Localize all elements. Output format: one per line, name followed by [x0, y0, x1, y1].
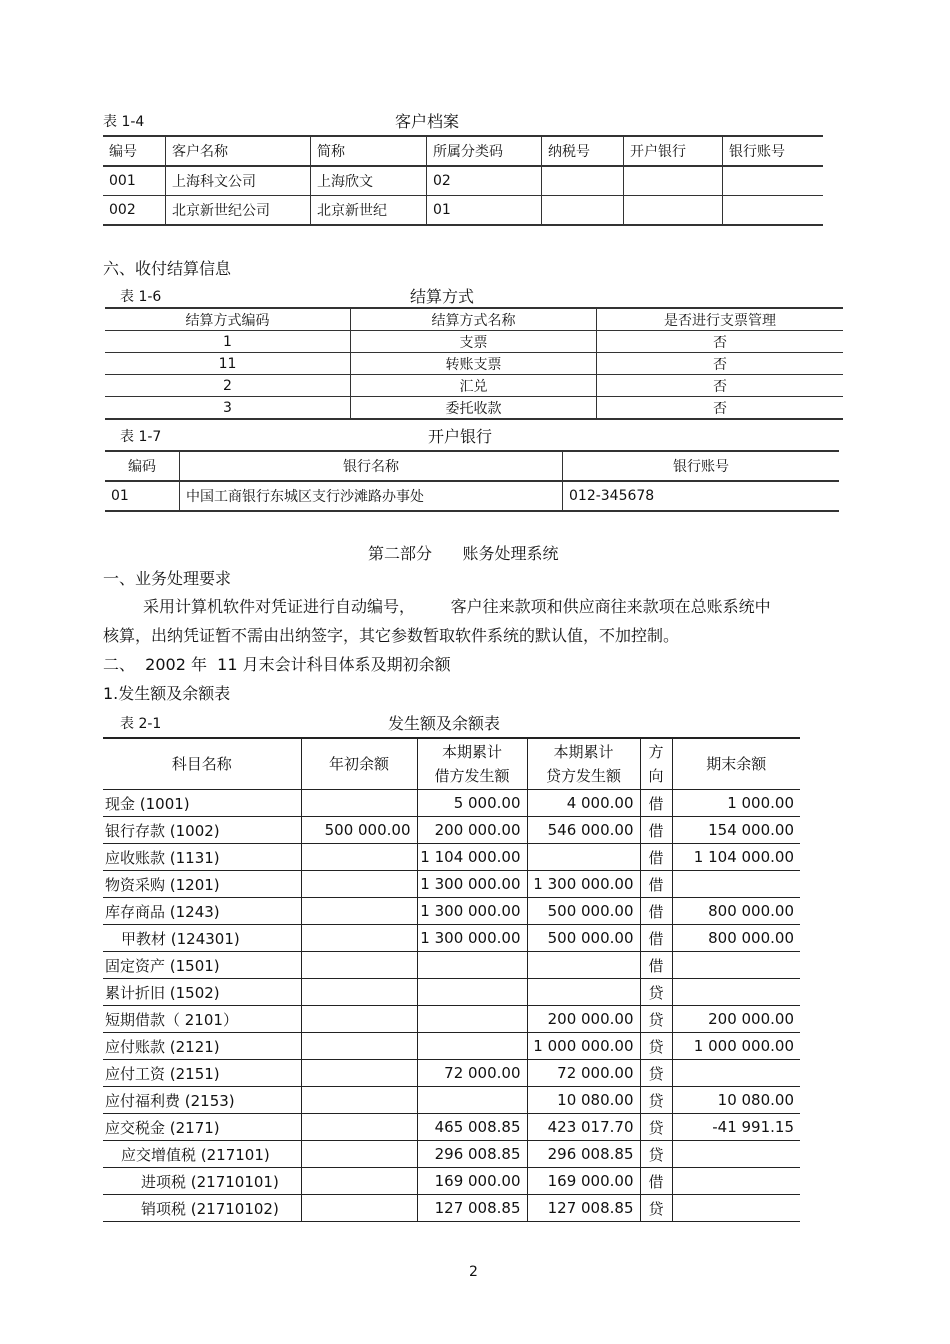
amount-cell: [672, 1141, 800, 1168]
table-row: [103, 1060, 800, 1087]
amount-cell: 169 000.00: [527, 1168, 640, 1195]
table-row: [103, 898, 800, 925]
header-direction-line2: 向: [648, 767, 664, 785]
amount-cell: [301, 979, 417, 1006]
amount-cell: [672, 952, 800, 979]
table-row: [103, 1033, 800, 1060]
amount-cell: 296 008.85: [527, 1141, 640, 1168]
header-subject: 科目名称: [103, 738, 301, 790]
header-debit-line1: 本期累计: [441, 743, 502, 761]
table-row: [103, 925, 800, 952]
direction-cell: 借: [640, 952, 672, 979]
amount-cell: 1 000.00: [672, 790, 800, 817]
subject-cell: 甲教材 (124301): [103, 925, 301, 952]
subject-cell: 应交税金 (2171): [103, 1114, 301, 1141]
direction-cell: 贷: [640, 1114, 672, 1141]
amount-cell: 10 080.00: [527, 1087, 640, 1114]
table-row: [103, 1006, 800, 1033]
subject-cell: 应付账款 (2121): [103, 1033, 301, 1060]
amount-cell: 423 017.70: [527, 1114, 640, 1141]
amount-cell: [527, 844, 640, 871]
bank-account-table: [105, 450, 839, 512]
amount-cell: 500 000.00: [301, 817, 417, 844]
table-row: [105, 375, 843, 397]
direction-cell: 贷: [640, 1033, 672, 1060]
subject-cell: 现金 (1001): [103, 790, 301, 817]
direction-cell: 借: [640, 1168, 672, 1195]
header-cell: 客户名称: [166, 136, 311, 166]
table-1-7-title: 开户银行: [428, 427, 493, 446]
amount-cell: [417, 1087, 527, 1114]
table-cell: 上海科文公司: [166, 166, 311, 196]
settlement-method-table: [105, 307, 843, 420]
amount-cell: 465 008.85: [417, 1114, 527, 1141]
table-1-4-title: 客户档案: [395, 112, 460, 131]
subject-cell: 库存商品 (1243): [103, 898, 301, 925]
subject-cell: 应付福利费 (2153): [103, 1087, 301, 1114]
table-row: [105, 331, 843, 353]
amount-cell: 1 000 000.00: [527, 1033, 640, 1060]
amount-cell: [301, 871, 417, 898]
amount-cell: [672, 1195, 800, 1222]
amount-cell: -41 991.15: [672, 1114, 800, 1141]
amount-cell: [301, 898, 417, 925]
table-1-4-label: 表 1-4: [103, 114, 145, 130]
header-closing-balance: 期末余额: [672, 738, 800, 790]
table-cell: 上海欣文: [311, 166, 427, 196]
table-header-row: [103, 136, 823, 166]
amount-cell: [301, 1168, 417, 1195]
amount-cell: [672, 1060, 800, 1087]
amount-cell: 72 000.00: [417, 1060, 527, 1087]
amount-cell: [672, 871, 800, 898]
table-header-row: [103, 738, 800, 790]
direction-cell: 贷: [640, 979, 672, 1006]
amount-cell: 1 300 000.00: [417, 925, 527, 952]
requirements-line-1: 采用计算机软件对凭证进行自动编号， 客户往来款项和供应商往来款项在总账系统中: [143, 597, 771, 616]
amount-cell: 4 000.00: [527, 790, 640, 817]
amount-cell: 500 000.00: [527, 898, 640, 925]
subject-cell: 进项税 (21710101): [103, 1168, 301, 1195]
table-row: [103, 166, 823, 196]
header-cell: 结算方式名称: [351, 308, 597, 331]
subject-cell: 应收账款 (1131): [103, 844, 301, 871]
amount-cell: 500 000.00: [527, 925, 640, 952]
header-direction-line1: 方: [648, 743, 664, 761]
subject-cell: 银行存款 (1002): [103, 817, 301, 844]
amount-cell: [301, 844, 417, 871]
amount-cell: [301, 1033, 417, 1060]
direction-cell: 贷: [640, 1141, 672, 1168]
table-row: [103, 817, 800, 844]
amount-cell: [417, 1006, 527, 1033]
amount-cell: 10 080.00: [672, 1087, 800, 1114]
amount-cell: [672, 979, 800, 1006]
subject-cell: 短期借款（ 2101）: [103, 1006, 301, 1033]
table-cell: 否: [597, 331, 844, 353]
table-cell: 02: [427, 166, 542, 196]
customer-archive-table: [103, 135, 823, 226]
amount-cell: [301, 1141, 417, 1168]
table-row: [105, 481, 839, 511]
amount-cell: [417, 952, 527, 979]
amount-cell: 1 300 000.00: [417, 898, 527, 925]
table-row: [103, 1141, 800, 1168]
amount-cell: 127 008.85: [417, 1195, 527, 1222]
table-row: [103, 871, 800, 898]
table-cell: 01: [427, 196, 542, 226]
amount-cell: [527, 952, 640, 979]
table-cell: 001: [103, 166, 166, 196]
header-cell: 编号: [103, 136, 166, 166]
section-6-heading: 六、收付结算信息: [103, 259, 232, 278]
amount-cell: 1 000 000.00: [672, 1033, 800, 1060]
table-cell: 012-345678: [563, 481, 840, 511]
amount-cell: [301, 790, 417, 817]
amount-cell: [301, 1114, 417, 1141]
header-cell: 银行账号: [723, 136, 824, 166]
header-credit-line2: 贷方发生额: [545, 767, 621, 785]
section-2-heading: 二、 2002 年 11 月末会计科目体系及期初余额: [103, 655, 451, 674]
header-debit-line2: 借方发生额: [434, 767, 510, 785]
table-2-1-label: 表 2-1: [120, 716, 162, 732]
amount-cell: [672, 1168, 800, 1195]
header-cell: 纳税号: [542, 136, 624, 166]
table-cell: 01: [105, 481, 180, 511]
table-cell: [723, 196, 824, 226]
amount-cell: 296 008.85: [417, 1141, 527, 1168]
header-credit: [527, 738, 640, 790]
header-cell: 简称: [311, 136, 427, 166]
amount-cell: 127 008.85: [527, 1195, 640, 1222]
amount-cell: [301, 925, 417, 952]
header-direction: [640, 738, 672, 790]
amount-cell: 200 000.00: [672, 1006, 800, 1033]
amount-cell: [301, 1195, 417, 1222]
requirements-line-2: 核算，出纳凭证暂不需由出纳签字，其它参数暂取软件系统的默认值，不加控制。: [103, 626, 680, 645]
table-cell: 支票: [351, 331, 597, 353]
amount-cell: 1 104 000.00: [672, 844, 800, 871]
header-cell: 银行账号: [563, 451, 840, 481]
table-cell: 汇兑: [351, 375, 597, 397]
table-row: [103, 844, 800, 871]
table-row: [103, 979, 800, 1006]
header-cell: 编码: [105, 451, 180, 481]
table-cell: [542, 196, 624, 226]
subject-cell: 销项税 (21710102): [103, 1195, 301, 1222]
table-row: [103, 952, 800, 979]
amount-cell: 154 000.00: [672, 817, 800, 844]
direction-cell: 贷: [640, 1006, 672, 1033]
table-cell: 2: [105, 375, 351, 397]
amount-cell: [301, 1060, 417, 1087]
amount-cell: [301, 1006, 417, 1033]
subject-cell: 应交增值税 (217101): [103, 1141, 301, 1168]
table-cell: 否: [597, 397, 844, 420]
header-cell: 开户银行: [624, 136, 723, 166]
table-row: [103, 1114, 800, 1141]
table-cell: 北京新世纪公司: [166, 196, 311, 226]
header-debit: [417, 738, 527, 790]
table-cell: 3: [105, 397, 351, 420]
header-cell: 银行名称: [180, 451, 563, 481]
table-row: [103, 1087, 800, 1114]
table-row: [105, 397, 843, 420]
table-cell: 中国工商银行东城区支行沙滩路办事处: [180, 481, 563, 511]
table-cell: 转账支票: [351, 353, 597, 375]
direction-cell: 借: [640, 898, 672, 925]
direction-cell: 借: [640, 844, 672, 871]
table-cell: 1: [105, 331, 351, 353]
table-1-6-title: 结算方式: [410, 287, 475, 306]
amount-cell: 1 104 000.00: [417, 844, 527, 871]
amount-cell: [417, 1033, 527, 1060]
table-row: [103, 790, 800, 817]
direction-cell: 贷: [640, 1195, 672, 1222]
table-cell: 北京新世纪: [311, 196, 427, 226]
table-2-1-title: 发生额及余额表: [388, 714, 501, 733]
table-cell: [624, 166, 723, 196]
subject-cell: 累计折旧 (1502): [103, 979, 301, 1006]
amount-cell: [301, 952, 417, 979]
amount-cell: [417, 979, 527, 1006]
amount-cell: 5 000.00: [417, 790, 527, 817]
table-cell: 否: [597, 353, 844, 375]
direction-cell: 借: [640, 925, 672, 952]
subject-cell: 固定资产 (1501): [103, 952, 301, 979]
direction-cell: 借: [640, 817, 672, 844]
table-cell: 11: [105, 353, 351, 375]
table-row: [103, 1195, 800, 1222]
table-1-7-label: 表 1-7: [120, 429, 162, 445]
header-credit-line1: 本期累计: [553, 743, 614, 761]
part-2-title: 第二部分 账务处理系统: [368, 544, 559, 563]
table-header-row: [105, 451, 839, 481]
amount-cell: 546 000.00: [527, 817, 640, 844]
table-row: [103, 196, 823, 226]
table-header-row: [105, 308, 843, 331]
table-row: [105, 353, 843, 375]
table-1-6-label: 表 1-6: [120, 289, 162, 305]
table-cell: 委托收款: [351, 397, 597, 420]
table-cell: [542, 166, 624, 196]
subject-cell: 物资采购 (1201): [103, 871, 301, 898]
subject-cell: 应付工资 (2151): [103, 1060, 301, 1087]
table-cell: 否: [597, 375, 844, 397]
amount-cell: 800 000.00: [672, 898, 800, 925]
amount-cell: [301, 1087, 417, 1114]
table-cell: 002: [103, 196, 166, 226]
table-row: [103, 1168, 800, 1195]
amount-cell: 1 300 000.00: [527, 871, 640, 898]
amount-cell: 72 000.00: [527, 1060, 640, 1087]
amount-cell: 169 000.00: [417, 1168, 527, 1195]
subsection-1-heading: 1.发生额及余额表: [103, 684, 231, 703]
direction-cell: 借: [640, 871, 672, 898]
amount-cell: 200 000.00: [417, 817, 527, 844]
header-cell: 所属分类码: [427, 136, 542, 166]
header-cell: 是否进行支票管理: [597, 308, 844, 331]
header-cell: 结算方式编码: [105, 308, 351, 331]
header-opening-balance: 年初余额: [301, 738, 417, 790]
table-cell: [624, 196, 723, 226]
amount-cell: 1 300 000.00: [417, 871, 527, 898]
table-cell: [723, 166, 824, 196]
requirements-heading: 一、业务处理要求: [103, 569, 232, 588]
page-number: 2: [469, 1264, 478, 1280]
amount-cell: 800 000.00: [672, 925, 800, 952]
direction-cell: 贷: [640, 1087, 672, 1114]
direction-cell: 贷: [640, 1060, 672, 1087]
direction-cell: 借: [640, 790, 672, 817]
amount-cell: [527, 979, 640, 1006]
balance-table: [103, 737, 800, 1222]
amount-cell: 200 000.00: [527, 1006, 640, 1033]
